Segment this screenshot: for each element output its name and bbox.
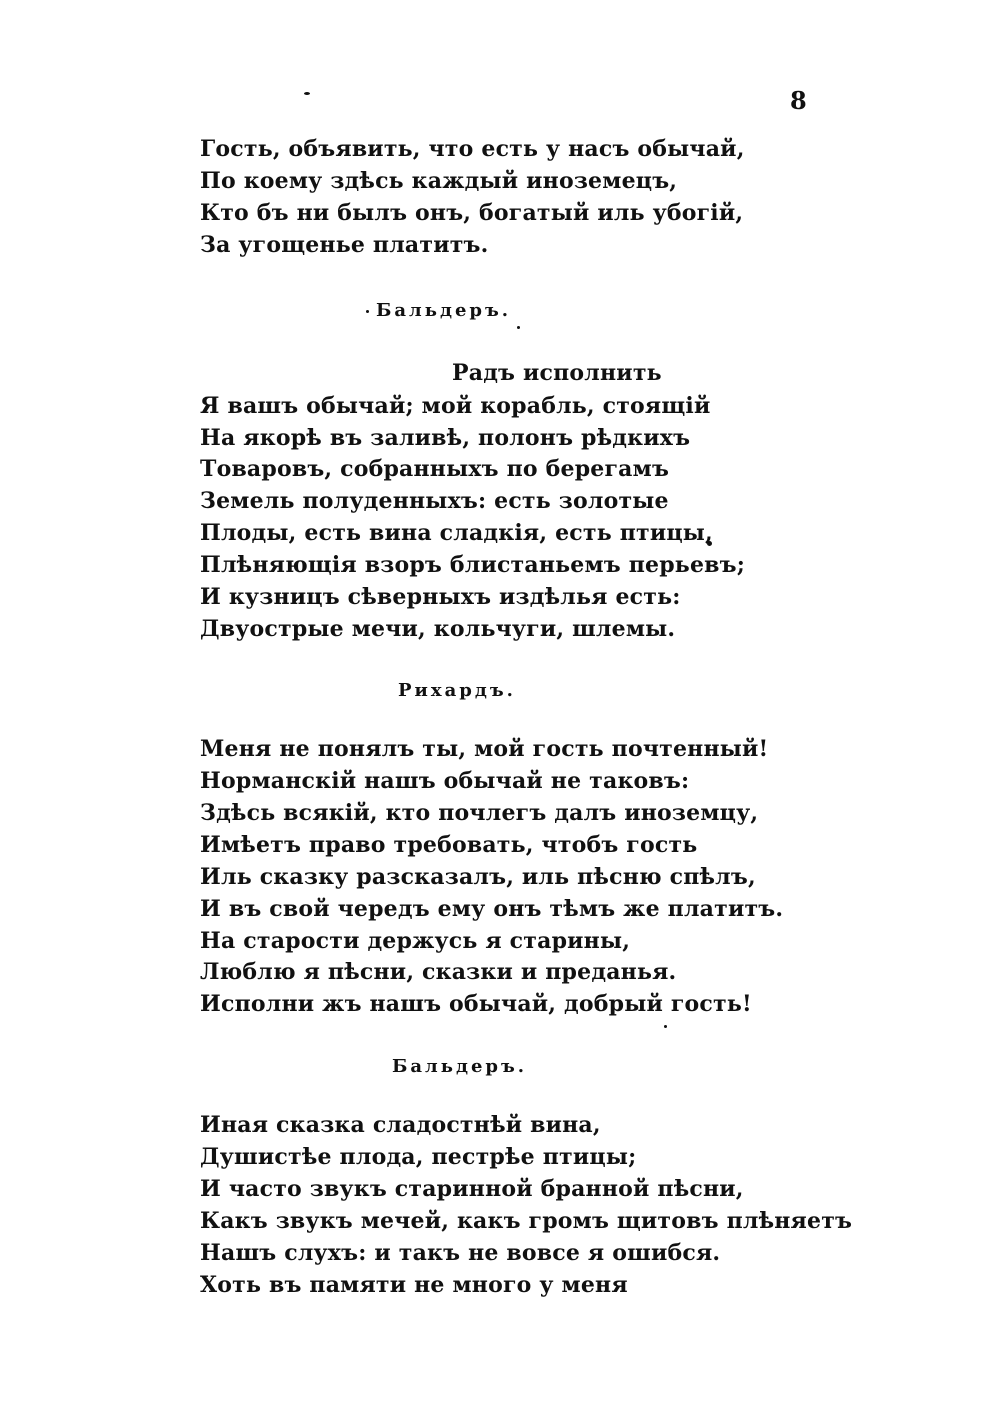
verse-line: Какъ звукъ мечей, какъ громъ щитовъ плѣняетъ: [200, 1208, 853, 1234]
speaker-name: Бальдеръ.: [392, 1056, 528, 1077]
verse-line: Нашъ слухъ: и такъ не вовсе я ошибся.: [200, 1240, 721, 1266]
verse-line: Здѣсь всякій, кто почлегъ далъ иноземцу,: [200, 800, 759, 826]
verse-line: Душистѣе плода, пестрѣе птицы;: [200, 1144, 637, 1170]
verse-line: И кузницъ сѣверныхъ издѣлья есть:: [200, 584, 681, 610]
verse-line: За угощенье платитъ.: [200, 232, 489, 258]
verse-line: Радъ исполнить: [452, 360, 662, 386]
verse-line: И часто звукъ старинной бранной пѣсни,: [200, 1176, 744, 1202]
speaker-name: Бальдеръ.: [376, 300, 512, 321]
verse-line: Иная сказка сладостнѣй вина,: [200, 1112, 601, 1138]
verse-line: На старости держусь я старины,: [200, 928, 631, 954]
verse-line: Имѣетъ право требовать, чтобъ гость: [200, 832, 698, 858]
verse-line: Люблю я пѣсни, сказки и преданья.: [200, 959, 677, 985]
verse-line: На якорѣ въ заливѣ, полонъ рѣдкихъ: [200, 425, 691, 451]
verse-line: Земель полуденныхъ: есть золотые: [200, 488, 669, 514]
verse-line: Гость, объявить, что есть у насъ обычай,: [200, 136, 745, 162]
print-speck: [517, 326, 520, 329]
verse-line: Товаровъ, собранныхъ по берегамъ: [200, 456, 670, 482]
verse-line: Норманскій нашъ обычай не таковъ:: [200, 768, 690, 794]
page-number: 8: [790, 86, 807, 115]
verse-line: Кто бъ ни былъ онъ, богатый иль убогій,: [200, 200, 744, 226]
verse-line: И въ свой чередъ ему онъ тѣмъ же платитъ.: [200, 896, 784, 922]
print-speck: [366, 310, 369, 313]
verse-line: Исполни жъ нашъ обычай, добрый гость!: [200, 991, 752, 1017]
verse-line: Двуострые мечи, кольчуги, шлемы.: [200, 616, 676, 642]
verse-line: Плѣняющія взоръ блистаньемъ перьевъ;: [200, 552, 746, 578]
verse-line: Плоды, есть вина сладкія, есть птицы,: [200, 520, 713, 546]
verse-line: По коему здѣсь каждый иноземецъ,: [200, 168, 678, 194]
verse-line: Иль сказку разсказалъ, иль пѣсню спѣлъ,: [200, 864, 756, 890]
print-speck: [304, 92, 310, 95]
verse-line: Хоть въ памяти не много у меня: [200, 1272, 628, 1298]
speaker-name: Рихардъ.: [398, 680, 516, 701]
verse-line: Меня не понялъ ты, мой гость почтенный!: [200, 736, 769, 762]
verse-line: Я вашъ обычай; мой корабль, стоящій: [200, 393, 711, 419]
print-speck: [664, 1025, 667, 1028]
